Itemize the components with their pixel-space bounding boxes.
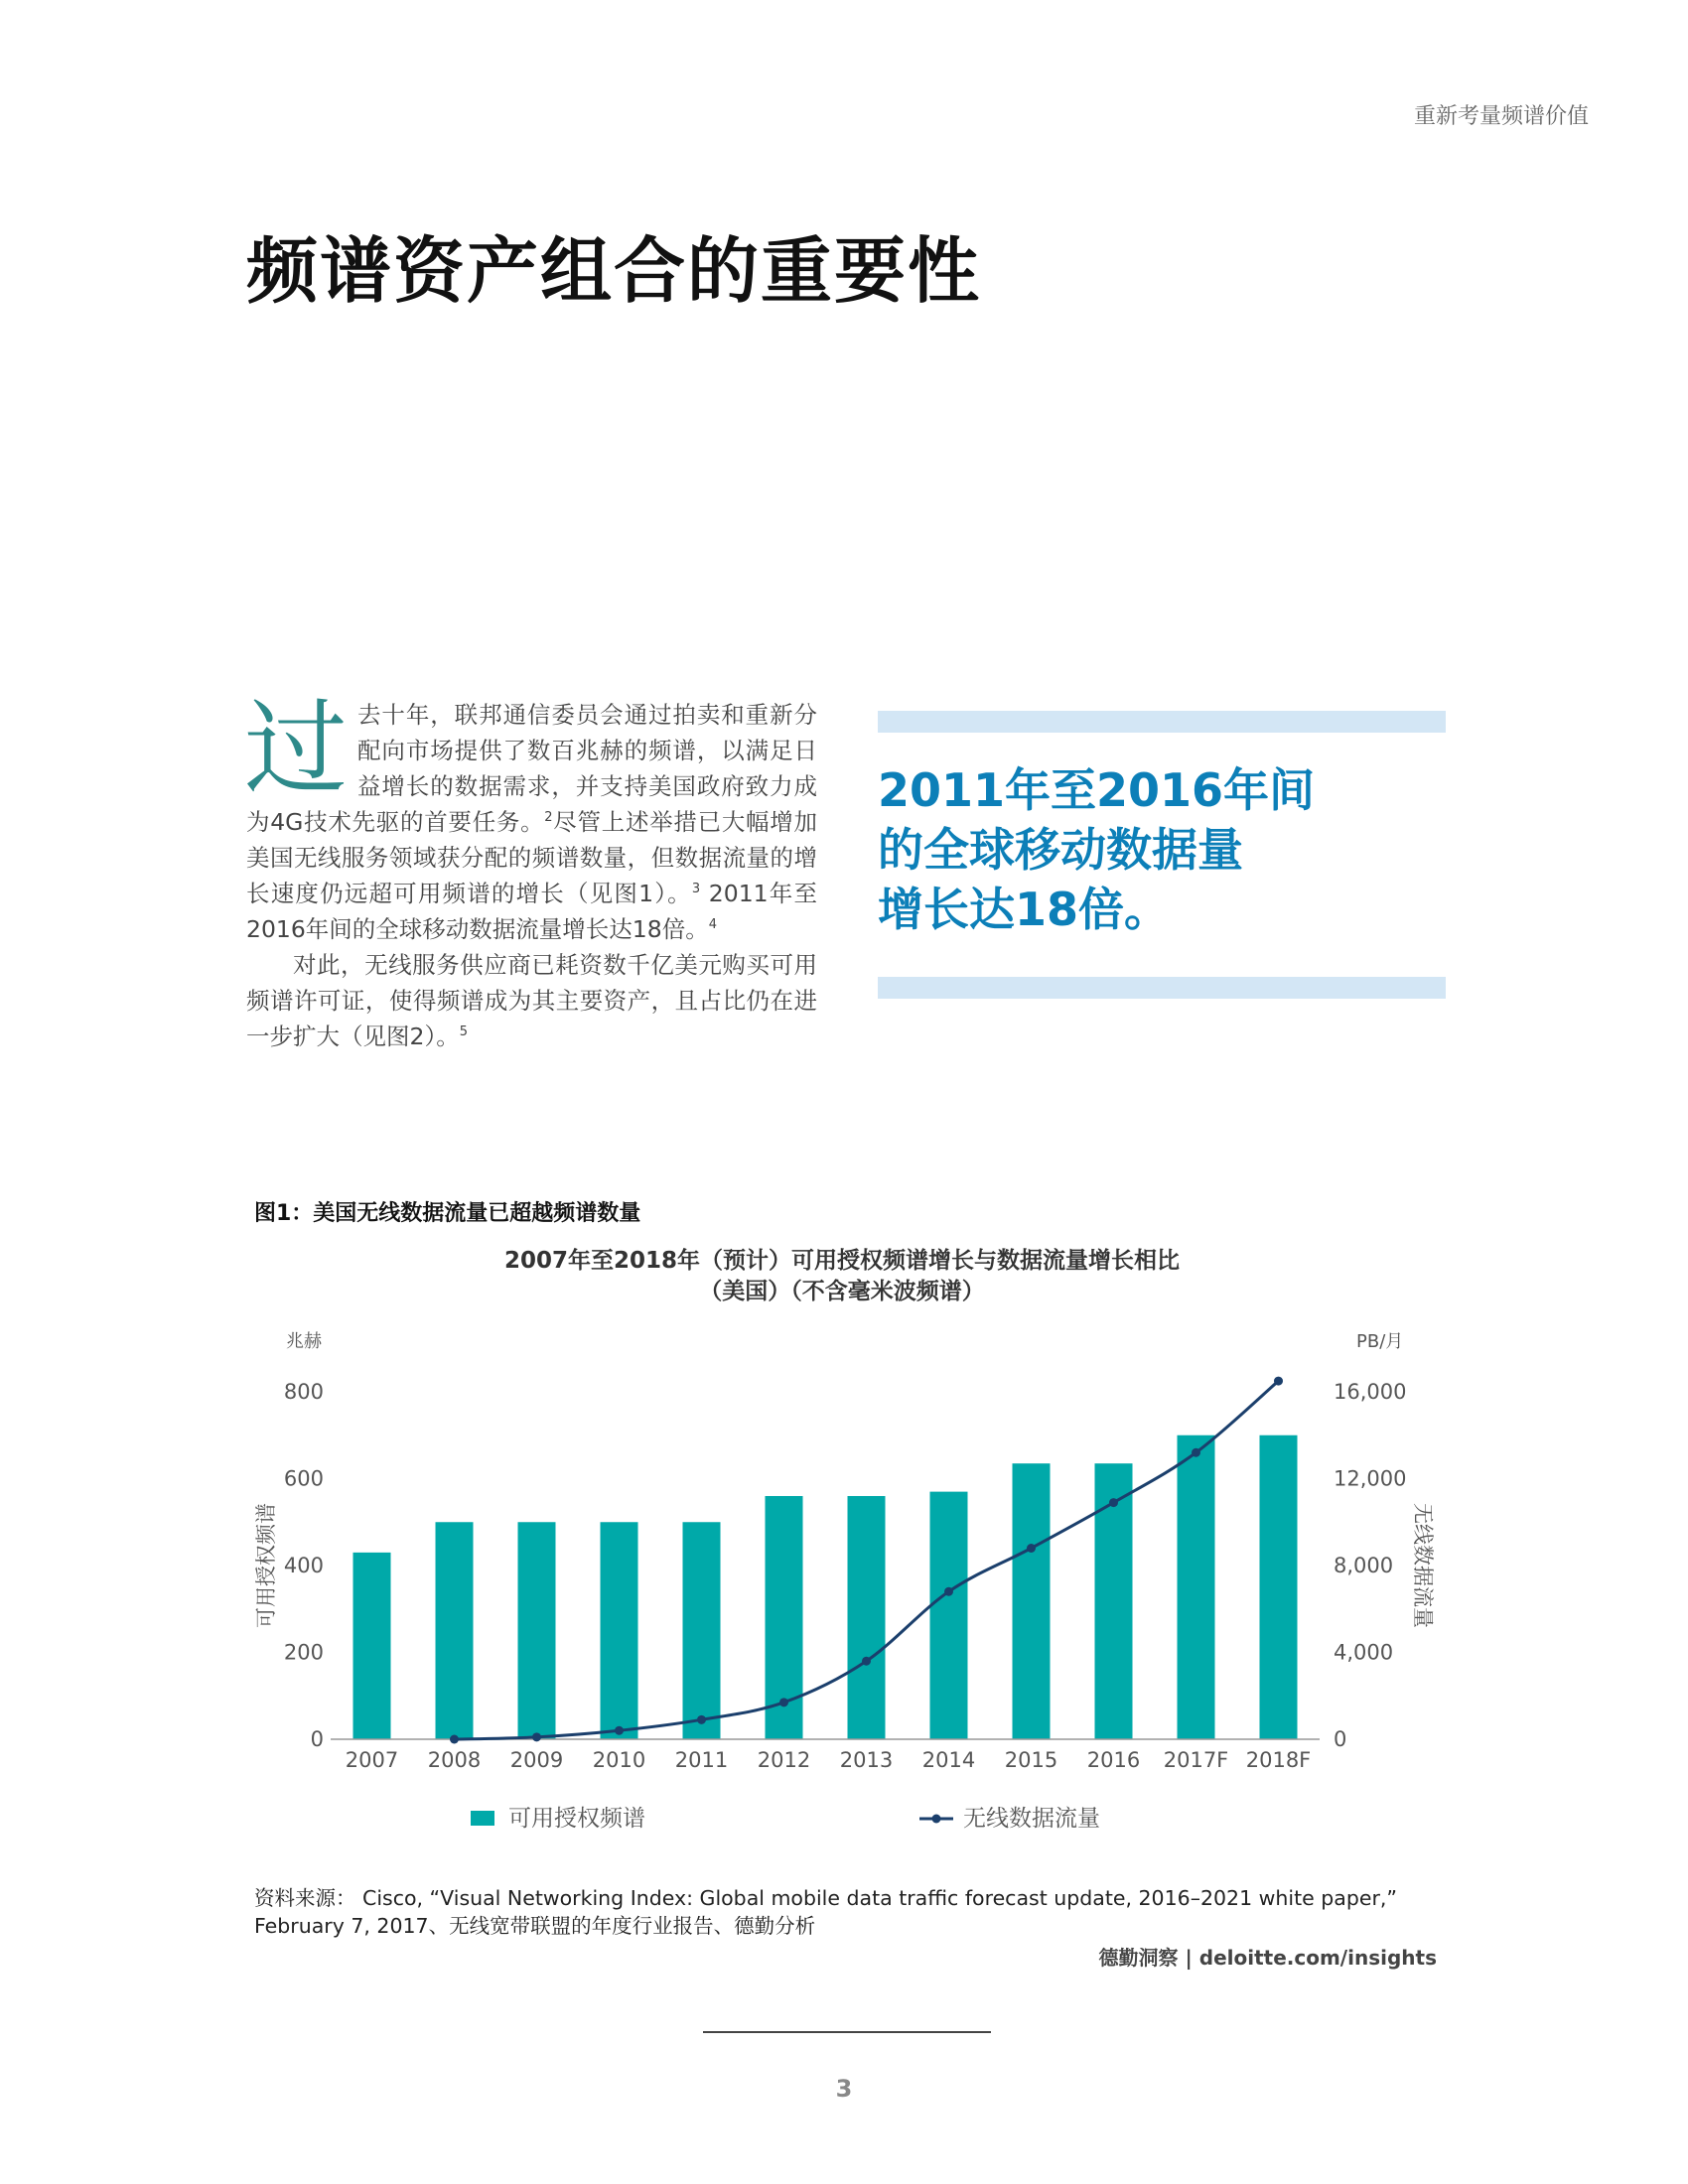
pull-quote-line: 的全球移动数据量 [878, 823, 1243, 877]
x-tick-label: 2013 [839, 1748, 894, 1772]
bar-2008 [436, 1522, 474, 1739]
pull-quote-text [878, 760, 1315, 939]
page-title: 频谱资产组合的重要性 [246, 229, 982, 313]
paragraph-2 [246, 947, 817, 1054]
left-tick-label: 600 [283, 1466, 324, 1491]
x-tick-label: 2012 [757, 1748, 811, 1772]
pull-quote-line: 增长达18倍。 [878, 883, 1171, 936]
legend-label-traffic: 无线数据流量 [963, 1806, 1100, 1832]
right-tick-label: 0 [1334, 1727, 1347, 1751]
pull-quote [878, 711, 1446, 999]
bar-2015 [1013, 1463, 1051, 1739]
footer-rule [703, 2031, 991, 2033]
left-tick-label: 800 [283, 1380, 324, 1404]
right-axis-unit: PB/月 [1356, 1331, 1404, 1352]
pull-quote-line: 2011年至2016年间 [878, 763, 1316, 817]
traffic-point-2018F [1274, 1377, 1283, 1386]
traffic-point-2017F [1192, 1448, 1200, 1457]
p1-text-2: 尽管上述举措已大幅增加美国无线服务领域获分配的频谱数量，但数据流量的增长速度仍远超可用频谱的增长（见图1）。 [246, 808, 817, 907]
traffic-point-2012 [779, 1698, 788, 1706]
left-axis-title: 可用授权频谱 [254, 1503, 278, 1628]
footnote-ref: 2 [544, 810, 553, 826]
p2-text: 对此，无线服务供应商已耗资数千亿美元购买可用频谱许可证，使得频谱成为其主要资产，且占比仍在进一步扩大（见图2）。 [246, 951, 817, 1050]
x-tick-label: 2018F [1245, 1748, 1312, 1772]
legend-swatch-spectrum [471, 1811, 494, 1826]
paragraph-1 [244, 688, 817, 947]
right-tick-label: 16,000 [1334, 1380, 1407, 1404]
page-number: 3 [835, 2075, 853, 2103]
bar-2013 [848, 1496, 886, 1739]
x-tick-label: 2008 [427, 1748, 482, 1772]
left-tick-label: 0 [310, 1727, 324, 1751]
footnote-ref: 5 [459, 1024, 468, 1040]
footnote-ref: 3 [691, 882, 701, 897]
traffic-point-2013 [862, 1657, 871, 1666]
left-tick-label: 200 [283, 1640, 324, 1665]
legend-label-spectrum: 可用授权频谱 [508, 1806, 645, 1832]
bar-2018F [1260, 1435, 1298, 1739]
bar-2010 [601, 1522, 638, 1739]
traffic-point-2014 [944, 1587, 953, 1596]
source-line: February 7, 2017、无线宽带联盟的年度行业报告、德勤分析 [254, 1914, 816, 1938]
left-tick-label: 400 [283, 1554, 324, 1577]
x-tick-label: 2009 [509, 1748, 564, 1772]
source-note [254, 1884, 1446, 1940]
bar-2017F [1178, 1435, 1215, 1739]
chart-title-line: （美国）（不含毫米波频谱） [699, 1279, 985, 1304]
pull-quote-bottom-bar [878, 977, 1446, 999]
body-text [244, 688, 817, 1054]
spectrum-vs-traffic-chart [0, 1320, 1688, 1856]
traffic-point-2010 [615, 1726, 624, 1735]
running-title: 重新考量频谱价值 [1413, 104, 1589, 129]
x-tick-label: 2007 [345, 1748, 399, 1772]
x-tick-label: 2015 [1004, 1748, 1058, 1772]
dropcap: 过 [244, 688, 349, 809]
source-line: 资料来源： Cisco, “Visual Networking Index: Global mobile data traffic forecast update, 2016–2021 white paper,” [254, 1886, 1398, 1910]
x-tick-label: 2011 [674, 1748, 729, 1772]
figure-label: 图1：美国无线数据流量已超越频谱数量 [254, 1201, 641, 1226]
x-tick-label: 2016 [1086, 1748, 1141, 1772]
right-tick-label: 4,000 [1334, 1640, 1394, 1665]
x-tick-label: 2010 [592, 1748, 646, 1772]
traffic-point-2011 [697, 1715, 706, 1724]
publisher-credit: 德勤洞察 | deloitte.com/insights [1098, 1946, 1437, 1970]
right-tick-label: 12,000 [1334, 1466, 1407, 1491]
p1-text-3: 2011年至2016年间的全球移动数据流量增长达18倍。 [246, 880, 817, 943]
p1-text: 去十年，联邦通信委员会通过拍卖和重新分配向市场提供了数百兆赫的频谱，以满足日益增长的数据需求，并支持美国政府致力成为4G技术先驱的首要任务。 [246, 701, 817, 836]
right-tick-label: 8,000 [1334, 1554, 1394, 1577]
x-tick-label: 2014 [921, 1748, 976, 1772]
traffic-point-2009 [532, 1732, 541, 1741]
bar-2009 [518, 1522, 556, 1739]
pull-quote-top-bar [878, 711, 1446, 733]
footnote-ref: 4 [708, 917, 717, 933]
chart-title-line: 2007年至2018年（预计）可用授权频谱增长与数据流量增长相比 [503, 1248, 1181, 1274]
traffic-point-2008 [450, 1735, 459, 1744]
chart-title [246, 1246, 1438, 1307]
legend-marker-traffic [932, 1815, 941, 1824]
x-tick-label: 2017F [1163, 1748, 1229, 1772]
right-axis-title: 无线数据流量 [1411, 1503, 1435, 1628]
left-axis-unit: 兆赫 [286, 1331, 322, 1352]
bar-2011 [683, 1522, 721, 1739]
bar-2014 [930, 1492, 968, 1739]
bar-2007 [353, 1553, 391, 1739]
traffic-point-2015 [1027, 1544, 1036, 1553]
traffic-point-2016 [1109, 1498, 1118, 1507]
